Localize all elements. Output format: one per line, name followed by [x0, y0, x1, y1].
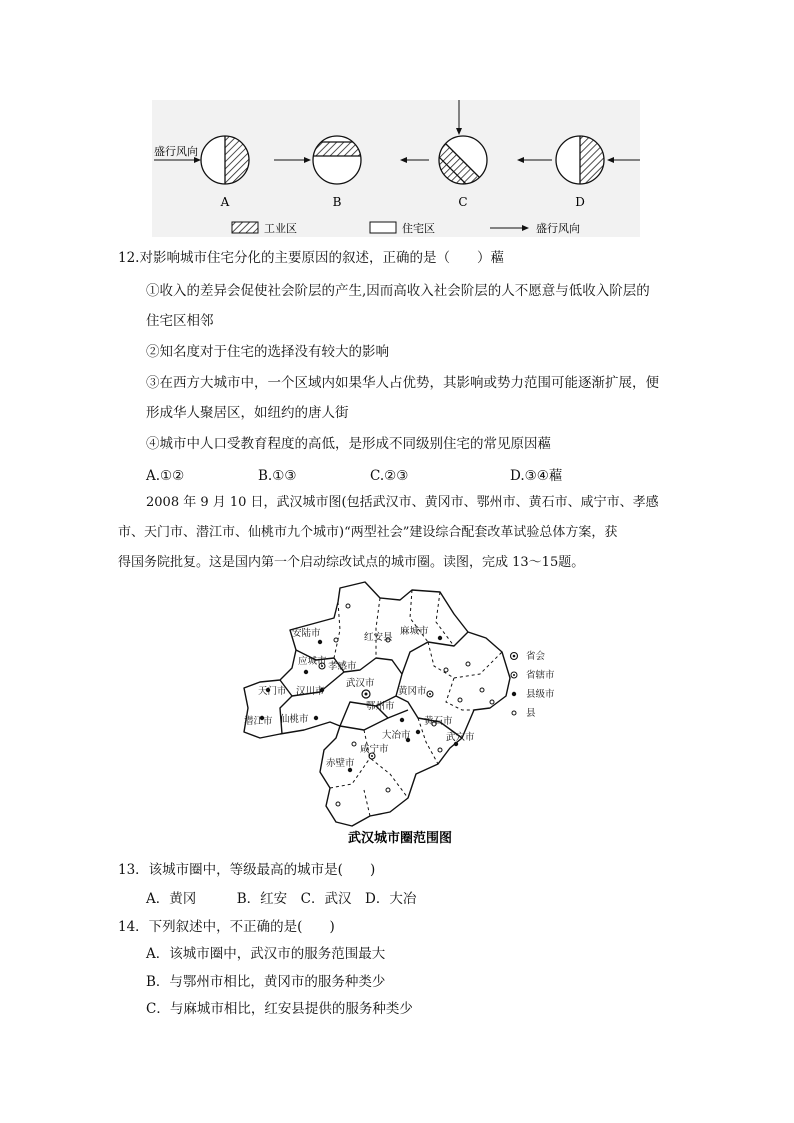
q12-item2: ②知名度对于住宅的选择没有较大的影响	[146, 344, 389, 360]
legend-county-city-icon	[512, 692, 516, 696]
intro-line1: 2008 年 9 月 10 日，武汉城市图(包括武汉市、黄冈市、鄂州市、黄石市、咸宁市、孝感	[146, 495, 659, 510]
q12-stem-tail: 藲	[490, 250, 504, 266]
panel-a-label: A	[220, 195, 230, 209]
map-label-xiantao: 仙桃市	[280, 714, 309, 725]
q14-option-b[interactable]: B．与鄂州市相比，黄冈市的服务种类少	[146, 974, 386, 990]
wuhan-capital-dot	[365, 693, 368, 696]
map-county-line-1	[334, 602, 340, 658]
wind-layout-figure	[152, 100, 640, 237]
county-icon	[386, 788, 390, 792]
q12-item3-line2: 形成华人聚居区，如纽约的唐人街	[146, 405, 349, 421]
anlu-dot-icon	[318, 640, 322, 644]
map-label-hanchuan: 汉川市	[296, 686, 325, 697]
panel-b-label: B	[332, 195, 342, 209]
map-label-yingcheng: 应城市	[298, 656, 327, 667]
map-label-wuhan: 武汉市	[346, 678, 375, 689]
panel-c-label: C	[458, 195, 468, 209]
macheng-dot-icon	[438, 636, 442, 640]
legend-wind-label: 盛行风向	[536, 222, 580, 235]
q12-item3-line1: ③在西方大城市中，一个区域内如果华人占优势，其影响或势力范围可能逐渐扩展，便	[146, 375, 659, 391]
q13-stem: 13．该城市圈中，等级最高的城市是( )	[118, 862, 376, 878]
panel-d-label: D	[575, 195, 585, 209]
county-icon	[458, 698, 462, 702]
map-label-huanggang: 黄冈市	[398, 686, 427, 697]
county-icon	[352, 742, 356, 746]
map-label-xiaogan: 孝感市	[328, 661, 357, 672]
panel-c-circle	[426, 136, 487, 202]
county-icon	[336, 802, 340, 806]
ezhou-dot-icon	[400, 718, 404, 722]
q13-options[interactable]: A．黄冈 B．红安 C．武汉 D．大冶	[146, 891, 417, 907]
county-icon	[438, 748, 442, 752]
map-label-tianmen: 天门市	[258, 686, 287, 697]
map-label-chibi: 赤壁市	[326, 758, 355, 769]
map-county-line-2	[376, 598, 380, 658]
intro-line3: 得国务院批复。这是国内第一个启动综改试点的城市圈。读图，完成 13～15题。	[118, 555, 585, 570]
map-label-wuxue: 武穴市	[446, 732, 475, 743]
map-county-line-5	[428, 642, 502, 678]
map-title: 武汉城市圈范围图	[347, 831, 453, 846]
q12-option-c[interactable]: C.②③	[370, 468, 409, 484]
q14-option-c[interactable]: C．与麻城市相比，红安县提供的服务种类少	[146, 1001, 413, 1017]
map-label-macheng: 麻城市	[400, 626, 429, 637]
map-label-qianjiang: 潜江市	[244, 716, 273, 727]
county-icon	[444, 668, 448, 672]
map-label-hongan: 红安县	[364, 632, 393, 643]
q12-option-a[interactable]: A.①②	[146, 468, 185, 484]
wuhan-city-circle-map	[240, 578, 560, 848]
q14-stem: 14．下列叙述中，不正确的是( )	[118, 919, 335, 935]
county-icon	[490, 700, 494, 704]
q12-item4: ④城市中人口受教育程度的高低，是形成不同级别住宅的常见原因藲	[146, 436, 551, 452]
yingcheng-dot-icon	[304, 670, 308, 674]
legend-industrial-swatch	[232, 222, 258, 233]
map-label-xianning: 咸宁市	[360, 744, 389, 755]
county-icon	[334, 638, 338, 642]
map-label-ezhou: 鄂州市	[366, 701, 395, 712]
q12-item1-line1: ①收入的差异会促使社会阶层的产生,因而高收入社会阶层的人不愿意与低收入阶层的	[146, 283, 650, 299]
map-legend-county-city: 县级市	[526, 689, 555, 700]
map-svg	[240, 578, 560, 848]
map-county-line-6	[446, 678, 474, 710]
map-label-huangshi: 黄石市	[424, 716, 453, 727]
wind-label: 盛行风向	[154, 145, 198, 158]
q12-item1-line2: 住宅区相邻	[146, 313, 214, 329]
intro-line2: 市、天门市、潜江市、仙桃市九个城市)“两型社会”建设综合配套改革试验总体方案，获	[118, 525, 618, 540]
legend-industrial-label: 工业区	[264, 222, 297, 235]
map-label-anlu: 安陆市	[292, 628, 321, 639]
map-label-daye: 大冶市	[382, 730, 411, 741]
map-legend-prefecture: 省辖市	[526, 670, 555, 681]
map-boundary-huanggang-north	[402, 632, 468, 674]
county-icon	[346, 604, 350, 608]
q12-stem	[118, 248, 504, 268]
map-county-line-10	[364, 790, 370, 816]
q12-stem-text: 12.对影响城市住宅分化的主要原因的叙述，正确的是（ ）	[118, 250, 491, 266]
legend-residential-swatch	[370, 222, 396, 233]
legend-residential-label: 住宅区	[402, 222, 435, 235]
legend-county-icon	[512, 711, 516, 715]
map-legend-county: 县	[526, 708, 536, 719]
huangshi-dot-icon	[416, 730, 420, 734]
map-legend-capital: 省会	[526, 651, 546, 662]
q12-option-d[interactable]: D.③④藲	[510, 468, 563, 484]
xiantao-dot-icon	[314, 716, 318, 720]
map-boundary-xianning-north	[340, 718, 388, 730]
county-icon	[466, 662, 470, 666]
q12-option-b[interactable]: B.①③	[258, 468, 297, 484]
q14-option-a[interactable]: A．该城市圈中，武汉市的服务范围最大	[146, 946, 386, 962]
county-icon	[480, 688, 484, 692]
wind-layout-diagram	[152, 100, 640, 237]
